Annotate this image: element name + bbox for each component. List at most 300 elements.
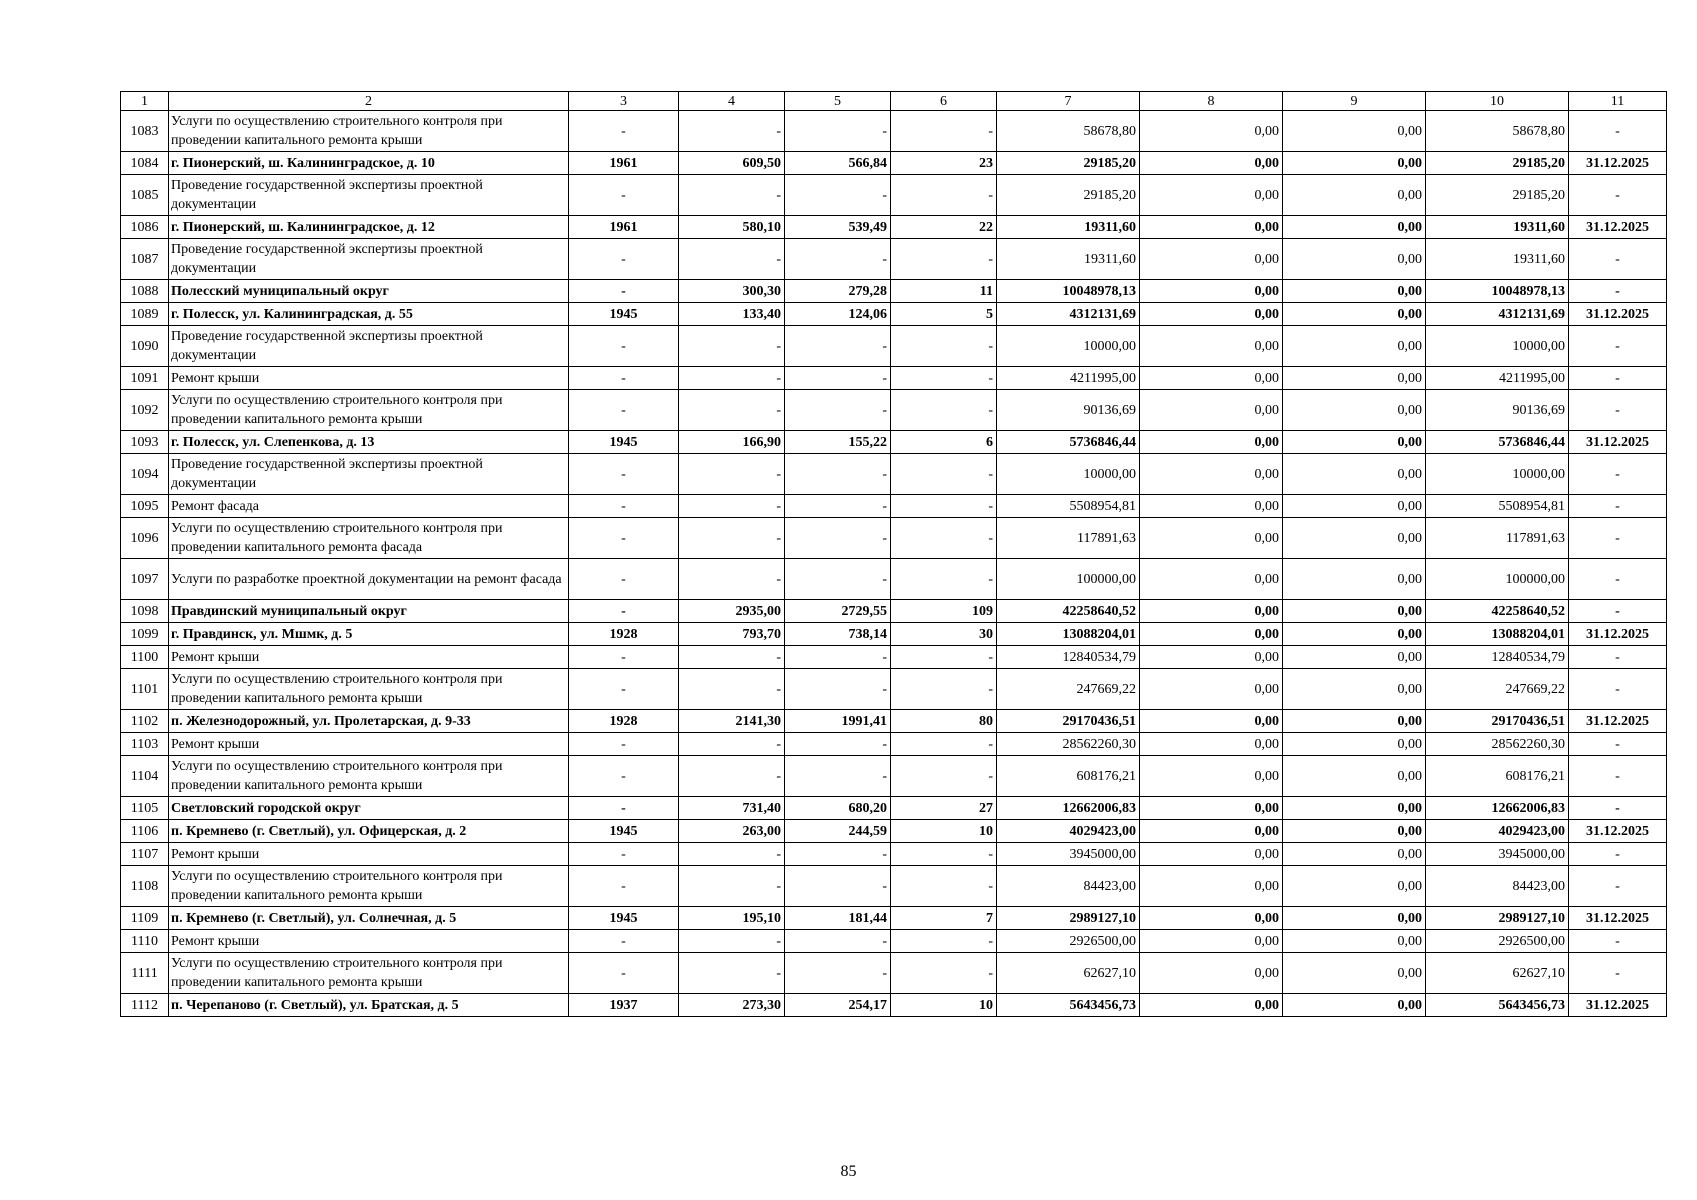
- cost-cell: 0,00: [1140, 367, 1283, 390]
- cost-cell: 0,00: [1283, 669, 1426, 710]
- deadline-cell: -: [1569, 797, 1667, 820]
- item-name: Ремонт крыши: [169, 733, 569, 756]
- total-cost-cell: 247669,22: [997, 669, 1140, 710]
- table-row: [121, 239, 1667, 280]
- value-cell: -: [785, 733, 891, 756]
- total-cost-cell: 117891,63: [997, 518, 1140, 559]
- value-cell: -: [679, 239, 785, 280]
- cost-cell: 0,00: [1140, 646, 1283, 669]
- row-number: 1096: [121, 518, 169, 559]
- value-cell: 166,90: [679, 431, 785, 454]
- cost-cell: 0,00: [1283, 280, 1426, 303]
- item-name: Светловский городской округ: [169, 797, 569, 820]
- value-cell: -: [785, 646, 891, 669]
- count-cell: 10: [891, 820, 997, 843]
- year-cell: -: [569, 953, 679, 994]
- count-cell: 23: [891, 152, 997, 175]
- year-cell: -: [569, 495, 679, 518]
- count-cell: -: [891, 239, 997, 280]
- cost-cell: 0,00: [1140, 454, 1283, 495]
- table-row: [121, 390, 1667, 431]
- value-cell: -: [785, 843, 891, 866]
- cost-cell: 0,00: [1283, 454, 1426, 495]
- deadline-cell: 31.12.2025: [1569, 216, 1667, 239]
- row-number: 1094: [121, 454, 169, 495]
- deadline-cell: 31.12.2025: [1569, 994, 1667, 1017]
- value-cell: 244,59: [785, 820, 891, 843]
- cost-cell: 29185,20: [1426, 152, 1569, 175]
- item-name: Услуги по осуществлению строительного контроля при проведении капитального ремонта крыши: [169, 111, 569, 152]
- table-row: [121, 907, 1667, 930]
- cost-cell: 5508954,81: [1426, 495, 1569, 518]
- cost-cell: 0,00: [1140, 111, 1283, 152]
- value-cell: -: [785, 495, 891, 518]
- cost-cell: 0,00: [1140, 175, 1283, 216]
- value-cell: -: [679, 866, 785, 907]
- value-cell: -: [679, 669, 785, 710]
- deadline-cell: -: [1569, 559, 1667, 600]
- cost-cell: 0,00: [1140, 216, 1283, 239]
- row-number: 1102: [121, 710, 169, 733]
- table-row: [121, 280, 1667, 303]
- table-row: [121, 152, 1667, 175]
- cost-cell: 0,00: [1283, 907, 1426, 930]
- table-row: [121, 820, 1667, 843]
- item-name: п. Кремнево (г. Светлый), ул. Солнечная, д. 5: [169, 907, 569, 930]
- cost-cell: 0,00: [1140, 518, 1283, 559]
- cost-cell: 0,00: [1283, 930, 1426, 953]
- cost-cell: 29185,20: [1426, 175, 1569, 216]
- cost-cell: 58678,80: [1426, 111, 1569, 152]
- cost-cell: 0,00: [1140, 710, 1283, 733]
- registry-table: [120, 91, 1667, 1017]
- cost-cell: 0,00: [1140, 280, 1283, 303]
- row-number: 1087: [121, 239, 169, 280]
- cost-cell: 0,00: [1140, 390, 1283, 431]
- year-cell: -: [569, 454, 679, 495]
- deadline-cell: -: [1569, 239, 1667, 280]
- row-number: 1108: [121, 866, 169, 907]
- item-name: Ремонт крыши: [169, 930, 569, 953]
- value-cell: -: [785, 454, 891, 495]
- cost-cell: 0,00: [1283, 175, 1426, 216]
- total-cost-cell: 2926500,00: [997, 930, 1140, 953]
- value-cell: 254,17: [785, 994, 891, 1017]
- cost-cell: 0,00: [1140, 495, 1283, 518]
- table-row: [121, 756, 1667, 797]
- table-row: [121, 710, 1667, 733]
- deadline-cell: -: [1569, 280, 1667, 303]
- cost-cell: 0,00: [1283, 326, 1426, 367]
- table-row: [121, 953, 1667, 994]
- cost-cell: 2989127,10: [1426, 907, 1569, 930]
- year-cell: 1928: [569, 710, 679, 733]
- deadline-cell: -: [1569, 866, 1667, 907]
- table-row: [121, 326, 1667, 367]
- cost-cell: 0,00: [1283, 152, 1426, 175]
- item-name: Проведение государственной экспертизы проектной документации: [169, 454, 569, 495]
- year-cell: 1945: [569, 820, 679, 843]
- cost-cell: 0,00: [1283, 866, 1426, 907]
- total-cost-cell: 4312131,69: [997, 303, 1140, 326]
- cost-cell: 4029423,00: [1426, 820, 1569, 843]
- row-number: 1100: [121, 646, 169, 669]
- table-row: [121, 518, 1667, 559]
- deadline-cell: 31.12.2025: [1569, 303, 1667, 326]
- cost-cell: 13088204,01: [1426, 623, 1569, 646]
- cost-cell: 0,00: [1140, 623, 1283, 646]
- column-number-row: [121, 92, 1667, 111]
- total-cost-cell: 4029423,00: [997, 820, 1140, 843]
- value-cell: 539,49: [785, 216, 891, 239]
- item-name: г. Пионерский, ш. Калининградское, д. 12: [169, 216, 569, 239]
- value-cell: -: [785, 111, 891, 152]
- total-cost-cell: 84423,00: [997, 866, 1140, 907]
- count-cell: -: [891, 756, 997, 797]
- year-cell: -: [569, 646, 679, 669]
- count-cell: 22: [891, 216, 997, 239]
- deadline-cell: -: [1569, 669, 1667, 710]
- column-number: 11: [1569, 92, 1667, 111]
- total-cost-cell: 12662006,83: [997, 797, 1140, 820]
- cost-cell: 42258640,52: [1426, 600, 1569, 623]
- count-cell: 5: [891, 303, 997, 326]
- item-name: г. Правдинск, ул. Мшмк, д. 5: [169, 623, 569, 646]
- cost-cell: 608176,21: [1426, 756, 1569, 797]
- deadline-cell: 31.12.2025: [1569, 907, 1667, 930]
- year-cell: -: [569, 111, 679, 152]
- deadline-cell: -: [1569, 756, 1667, 797]
- item-name: п. Черепаново (г. Светлый), ул. Братская, д. 5: [169, 994, 569, 1017]
- item-name: Проведение государственной экспертизы проектной документации: [169, 175, 569, 216]
- value-cell: -: [679, 930, 785, 953]
- count-cell: -: [891, 518, 997, 559]
- cost-cell: 0,00: [1140, 843, 1283, 866]
- row-number: 1088: [121, 280, 169, 303]
- value-cell: 263,00: [679, 820, 785, 843]
- cost-cell: 0,00: [1140, 669, 1283, 710]
- cost-cell: 0,00: [1140, 994, 1283, 1017]
- total-cost-cell: 4211995,00: [997, 367, 1140, 390]
- cost-cell: 0,00: [1140, 152, 1283, 175]
- item-name: Проведение государственной экспертизы проектной документации: [169, 239, 569, 280]
- table-row: [121, 216, 1667, 239]
- value-cell: 279,28: [785, 280, 891, 303]
- total-cost-cell: 28562260,30: [997, 733, 1140, 756]
- total-cost-cell: 3945000,00: [997, 843, 1140, 866]
- column-number: 7: [997, 92, 1140, 111]
- cost-cell: 0,00: [1283, 111, 1426, 152]
- count-cell: -: [891, 367, 997, 390]
- item-name: Ремонт крыши: [169, 843, 569, 866]
- deadline-cell: -: [1569, 600, 1667, 623]
- year-cell: -: [569, 733, 679, 756]
- row-number: 1097: [121, 559, 169, 600]
- item-name: п. Железнодорожный, ул. Пролетарская, д. 9-33: [169, 710, 569, 733]
- value-cell: 2729,55: [785, 600, 891, 623]
- total-cost-cell: 5508954,81: [997, 495, 1140, 518]
- value-cell: -: [679, 756, 785, 797]
- count-cell: -: [891, 454, 997, 495]
- total-cost-cell: 42258640,52: [997, 600, 1140, 623]
- item-name: Услуги по осуществлению строительного контроля при проведении капитального ремонта крыши: [169, 953, 569, 994]
- cost-cell: 19311,60: [1426, 239, 1569, 280]
- row-number: 1083: [121, 111, 169, 152]
- row-number: 1099: [121, 623, 169, 646]
- cost-cell: 0,00: [1283, 646, 1426, 669]
- value-cell: 273,30: [679, 994, 785, 1017]
- total-cost-cell: 2989127,10: [997, 907, 1140, 930]
- year-cell: -: [569, 756, 679, 797]
- value-cell: -: [679, 843, 785, 866]
- value-cell: 680,20: [785, 797, 891, 820]
- value-cell: -: [679, 646, 785, 669]
- table-row: [121, 797, 1667, 820]
- total-cost-cell: 10000,00: [997, 326, 1140, 367]
- value-cell: -: [679, 326, 785, 367]
- cost-cell: 0,00: [1283, 953, 1426, 994]
- cost-cell: 0,00: [1283, 518, 1426, 559]
- cost-cell: 0,00: [1140, 930, 1283, 953]
- total-cost-cell: 13088204,01: [997, 623, 1140, 646]
- cost-cell: 0,00: [1140, 431, 1283, 454]
- table-row: [121, 843, 1667, 866]
- year-cell: -: [569, 280, 679, 303]
- table-row: [121, 175, 1667, 216]
- count-cell: -: [891, 953, 997, 994]
- count-cell: 27: [891, 797, 997, 820]
- value-cell: 195,10: [679, 907, 785, 930]
- deadline-cell: -: [1569, 175, 1667, 216]
- cost-cell: 0,00: [1283, 710, 1426, 733]
- value-cell: -: [679, 559, 785, 600]
- cost-cell: 117891,63: [1426, 518, 1569, 559]
- cost-cell: 247669,22: [1426, 669, 1569, 710]
- row-number: 1107: [121, 843, 169, 866]
- count-cell: -: [891, 866, 997, 907]
- value-cell: -: [679, 953, 785, 994]
- value-cell: 580,10: [679, 216, 785, 239]
- cost-cell: 3945000,00: [1426, 843, 1569, 866]
- item-name: Полесский муниципальный округ: [169, 280, 569, 303]
- cost-cell: 0,00: [1283, 733, 1426, 756]
- value-cell: 300,30: [679, 280, 785, 303]
- deadline-cell: 31.12.2025: [1569, 820, 1667, 843]
- count-cell: -: [891, 326, 997, 367]
- value-cell: 155,22: [785, 431, 891, 454]
- table-row: [121, 669, 1667, 710]
- cost-cell: 0,00: [1140, 953, 1283, 994]
- cost-cell: 2926500,00: [1426, 930, 1569, 953]
- deadline-cell: -: [1569, 843, 1667, 866]
- item-name: Услуги по осуществлению строительного контроля при проведении капитального ремонта крыши: [169, 756, 569, 797]
- year-cell: 1961: [569, 152, 679, 175]
- cost-cell: 62627,10: [1426, 953, 1569, 994]
- row-number: 1103: [121, 733, 169, 756]
- value-cell: 738,14: [785, 623, 891, 646]
- year-cell: -: [569, 239, 679, 280]
- count-cell: -: [891, 495, 997, 518]
- total-cost-cell: 62627,10: [997, 953, 1140, 994]
- item-name: г. Полесск, ул. Калининградская, д. 55: [169, 303, 569, 326]
- column-number: 10: [1426, 92, 1569, 111]
- cost-cell: 0,00: [1283, 559, 1426, 600]
- item-name: Правдинский муниципальный округ: [169, 600, 569, 623]
- count-cell: 7: [891, 907, 997, 930]
- deadline-cell: -: [1569, 367, 1667, 390]
- cost-cell: 0,00: [1283, 216, 1426, 239]
- column-number: 5: [785, 92, 891, 111]
- count-cell: -: [891, 733, 997, 756]
- column-number: 9: [1283, 92, 1426, 111]
- table-row: [121, 733, 1667, 756]
- row-number: 1101: [121, 669, 169, 710]
- value-cell: -: [785, 326, 891, 367]
- column-number: 3: [569, 92, 679, 111]
- year-cell: -: [569, 866, 679, 907]
- value-cell: 731,40: [679, 797, 785, 820]
- cost-cell: 0,00: [1140, 326, 1283, 367]
- year-cell: -: [569, 600, 679, 623]
- value-cell: 793,70: [679, 623, 785, 646]
- count-cell: 109: [891, 600, 997, 623]
- year-cell: -: [569, 518, 679, 559]
- year-cell: -: [569, 797, 679, 820]
- cost-cell: 5643456,73: [1426, 994, 1569, 1017]
- item-name: Услуги по разработке проектной документации на ремонт фасада: [169, 559, 569, 600]
- table-row: [121, 646, 1667, 669]
- value-cell: 133,40: [679, 303, 785, 326]
- cost-cell: 0,00: [1283, 820, 1426, 843]
- value-cell: 609,50: [679, 152, 785, 175]
- cost-cell: 0,00: [1140, 303, 1283, 326]
- total-cost-cell: 10048978,13: [997, 280, 1140, 303]
- value-cell: -: [679, 111, 785, 152]
- cost-cell: 0,00: [1140, 600, 1283, 623]
- year-cell: -: [569, 367, 679, 390]
- table-row: [121, 623, 1667, 646]
- year-cell: 1945: [569, 907, 679, 930]
- deadline-cell: 31.12.2025: [1569, 623, 1667, 646]
- value-cell: -: [785, 669, 891, 710]
- count-cell: 6: [891, 431, 997, 454]
- deadline-cell: -: [1569, 326, 1667, 367]
- cost-cell: 0,00: [1283, 623, 1426, 646]
- count-cell: -: [891, 175, 997, 216]
- cost-cell: 0,00: [1140, 797, 1283, 820]
- year-cell: -: [569, 843, 679, 866]
- column-number: 4: [679, 92, 785, 111]
- count-cell: 80: [891, 710, 997, 733]
- count-cell: 11: [891, 280, 997, 303]
- year-cell: -: [569, 326, 679, 367]
- cost-cell: 4312131,69: [1426, 303, 1569, 326]
- cost-cell: 0,00: [1283, 431, 1426, 454]
- deadline-cell: -: [1569, 495, 1667, 518]
- value-cell: 124,06: [785, 303, 891, 326]
- item-name: Ремонт крыши: [169, 646, 569, 669]
- cost-cell: 100000,00: [1426, 559, 1569, 600]
- year-cell: 1945: [569, 431, 679, 454]
- value-cell: -: [785, 239, 891, 280]
- cost-cell: 0,00: [1283, 390, 1426, 431]
- total-cost-cell: 90136,69: [997, 390, 1140, 431]
- cost-cell: 0,00: [1140, 559, 1283, 600]
- value-cell: -: [785, 559, 891, 600]
- year-cell: -: [569, 559, 679, 600]
- value-cell: -: [785, 175, 891, 216]
- value-cell: -: [785, 367, 891, 390]
- value-cell: -: [679, 518, 785, 559]
- value-cell: 1991,41: [785, 710, 891, 733]
- item-name: Услуги по осуществлению строительного контроля при проведении капитального ремонта крыши: [169, 669, 569, 710]
- year-cell: -: [569, 669, 679, 710]
- deadline-cell: -: [1569, 953, 1667, 994]
- table-row: [121, 111, 1667, 152]
- item-name: Проведение государственной экспертизы проектной документации: [169, 326, 569, 367]
- table-row: [121, 994, 1667, 1017]
- cost-cell: 0,00: [1140, 866, 1283, 907]
- cost-cell: 84423,00: [1426, 866, 1569, 907]
- row-number: 1085: [121, 175, 169, 216]
- deadline-cell: 31.12.2025: [1569, 710, 1667, 733]
- deadline-cell: -: [1569, 518, 1667, 559]
- cost-cell: 19311,60: [1426, 216, 1569, 239]
- count-cell: -: [891, 390, 997, 431]
- cost-cell: 0,00: [1283, 756, 1426, 797]
- row-number: 1086: [121, 216, 169, 239]
- value-cell: 181,44: [785, 907, 891, 930]
- deadline-cell: -: [1569, 111, 1667, 152]
- year-cell: -: [569, 390, 679, 431]
- table-row: [121, 495, 1667, 518]
- cost-cell: 0,00: [1140, 820, 1283, 843]
- column-number: 6: [891, 92, 997, 111]
- total-cost-cell: 5643456,73: [997, 994, 1140, 1017]
- row-number: 1095: [121, 495, 169, 518]
- item-name: Услуги по осуществлению строительного контроля при проведении капитального ремонта крыши: [169, 866, 569, 907]
- total-cost-cell: 19311,60: [997, 239, 1140, 280]
- value-cell: 566,84: [785, 152, 891, 175]
- total-cost-cell: 58678,80: [997, 111, 1140, 152]
- page-number: 85: [840, 1163, 857, 1180]
- year-cell: 1937: [569, 994, 679, 1017]
- column-number: 1: [121, 92, 169, 111]
- value-cell: 2935,00: [679, 600, 785, 623]
- count-cell: -: [891, 843, 997, 866]
- cost-cell: 12662006,83: [1426, 797, 1569, 820]
- cost-cell: 0,00: [1283, 600, 1426, 623]
- count-cell: -: [891, 646, 997, 669]
- table-row: [121, 866, 1667, 907]
- column-number: 2: [169, 92, 569, 111]
- cost-cell: 12840534,79: [1426, 646, 1569, 669]
- value-cell: -: [679, 175, 785, 216]
- table-row: [121, 454, 1667, 495]
- item-name: г. Полесск, ул. Слепенкова, д. 13: [169, 431, 569, 454]
- item-name: г. Пионерский, ш. Калининградское, д. 10: [169, 152, 569, 175]
- total-cost-cell: 29185,20: [997, 152, 1140, 175]
- row-number: 1098: [121, 600, 169, 623]
- cost-cell: 10000,00: [1426, 326, 1569, 367]
- row-number: 1104: [121, 756, 169, 797]
- table-row: [121, 559, 1667, 600]
- table-row: [121, 367, 1667, 390]
- table-row: [121, 303, 1667, 326]
- total-cost-cell: 12840534,79: [997, 646, 1140, 669]
- item-name: Ремонт крыши: [169, 367, 569, 390]
- row-number: 1109: [121, 907, 169, 930]
